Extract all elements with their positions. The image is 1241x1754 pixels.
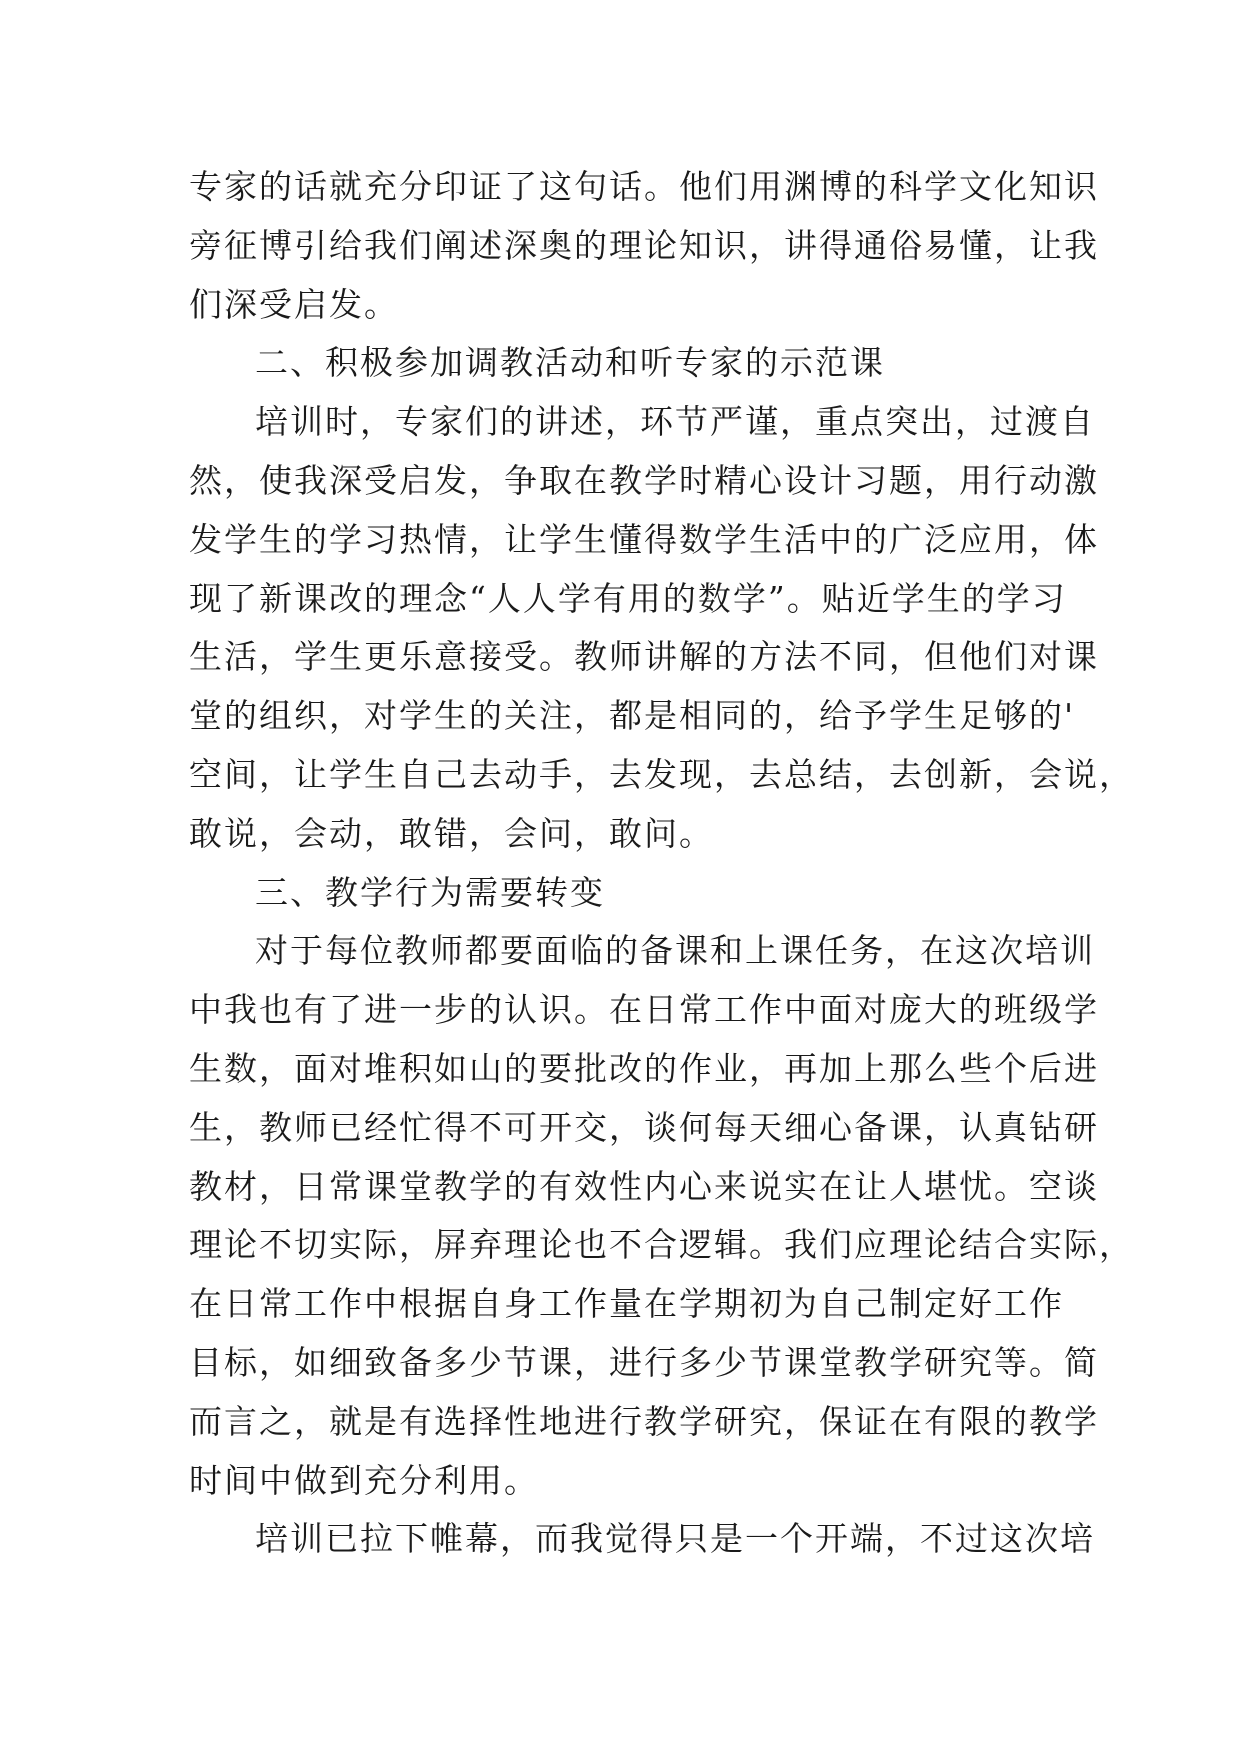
- text-line: 教材，日常课堂教学的有效性内心来说实在让人堪忧。空谈: [189, 1166, 1099, 1206]
- text-line: 培训已拉下帷幕，而我觉得只是一个开端，不过这次培: [255, 1519, 1095, 1559]
- text-line: 堂的组织，对学生的关注，都是相同的，给予学生足够的': [189, 696, 1076, 736]
- text-line: 们深受启发。: [189, 284, 399, 324]
- section-heading-2: 二、积极参加调教活动和听专家的示范课: [255, 343, 885, 383]
- text-line: 生活，学生更乐意接受。教师讲解的方法不同，但他们对课: [189, 637, 1099, 677]
- text-line: 生，教师已经忙得不可开交，谈何每天细心备课，认真钻研: [189, 1107, 1099, 1147]
- document-body: [189, 158, 1134, 1569]
- text-line: 生数，面对堆积如山的要批改的作业，再加上那么些个后进: [189, 1048, 1099, 1088]
- text-line: 旁征博引给我们阐述深奥的理论知识，讲得通俗易懂，让我: [189, 225, 1099, 265]
- text-line: 培训时，专家们的讲述，环节严谨，重点突出，过渡自: [255, 402, 1095, 442]
- text-line: 目标，如细致备多少节课，进行多少节课堂教学研究等。简: [189, 1342, 1099, 1382]
- text-line: 中我也有了进一步的认识。在日常工作中面对庞大的班级学: [189, 990, 1099, 1030]
- text-line: 发学生的学习热情，让学生懂得数学生活中的广泛应用，体: [189, 519, 1099, 559]
- text-line: 在日常工作中根据自身工作量在学期初为自己制定好工作: [189, 1284, 1064, 1324]
- text-line: 专家的话就充分印证了这句话。他们用渊博的科学文化知识: [189, 167, 1099, 206]
- text-line: 时间中做到充分利用。: [189, 1460, 539, 1500]
- text-line: 敢说，会动，敢错，会问，敢问。: [189, 813, 714, 853]
- text-line: 然，使我深受启发，争取在教学时精心设计习题，用行动激: [189, 460, 1099, 500]
- text-line: 而言之，就是有选择性地进行教学研究，保证在有限的教学: [189, 1401, 1099, 1441]
- text-line: 理论不切实际，屏弃理论也不合逻辑。我们应理论结合实际，: [189, 1225, 1134, 1265]
- text-line: 空间，让学生自己去动手，去发现，去总结，去创新，会说，: [189, 754, 1134, 794]
- text-line: 现了新课改的理念“人人学有用的数学”。贴近学生的学习: [189, 578, 1067, 618]
- section-heading-3: 三、教学行为需要转变: [255, 872, 605, 912]
- text-line: 对于每位教师都要面临的备课和上课任务，在这次培训: [255, 931, 1095, 971]
